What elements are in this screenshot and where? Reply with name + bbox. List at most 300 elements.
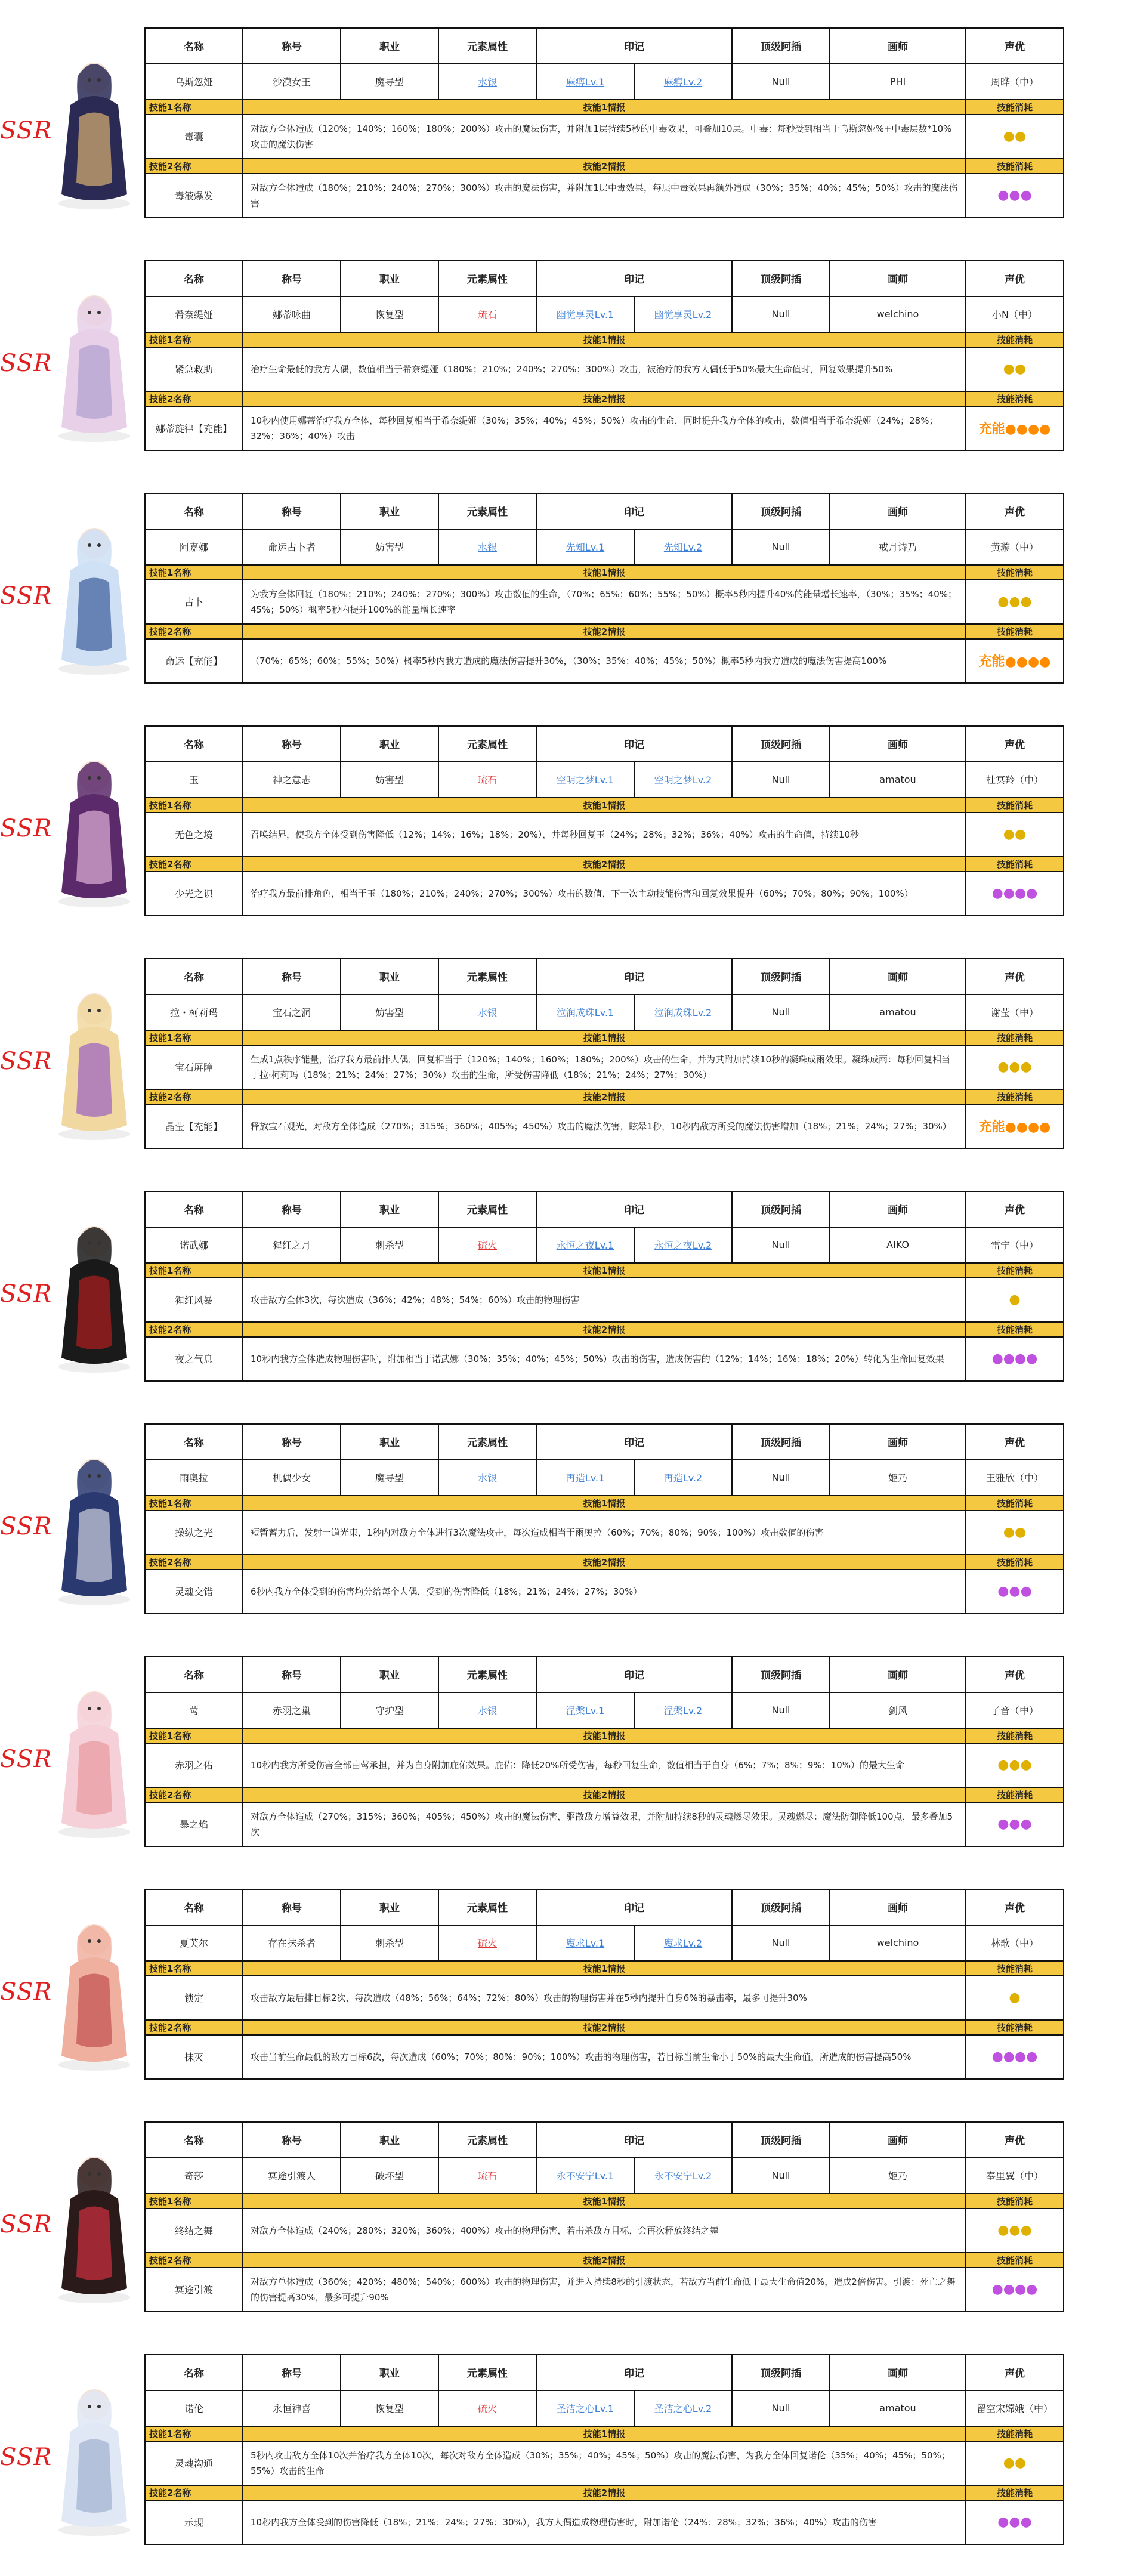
header-skill-cost-1: 技能消耗 — [966, 1961, 1064, 1976]
header-artist: 画师 — [830, 261, 966, 296]
skill2-cost: 充能●●●● — [966, 639, 1064, 683]
rarity-label: SSR — [0, 1513, 52, 1540]
character-element[interactable]: 水银 — [438, 64, 536, 100]
header-mark: 印记 — [536, 1889, 732, 1925]
header-skill1-name: 技能1名称 — [145, 1263, 243, 1278]
header-cv: 声优 — [966, 28, 1064, 64]
character-name: 诺武娜 — [145, 1227, 243, 1263]
character-cv: 子音（中） — [966, 1692, 1064, 1728]
character-name: 诺伦 — [145, 2390, 243, 2426]
header-title: 称号 — [243, 1889, 341, 1925]
character-class: 妨害型 — [341, 994, 438, 1030]
character-class: 妨害型 — [341, 762, 438, 798]
rarity-label: SSR — [0, 1978, 52, 2006]
character-cv: 周晔（中） — [966, 64, 1064, 100]
header-element: 元素属性 — [438, 28, 536, 64]
header-mark: 印记 — [536, 28, 732, 64]
skill2-name: 娜蒂旋律【充能】 — [145, 406, 243, 450]
skill1-name: 紧急救助 — [145, 347, 243, 391]
header-element: 元素属性 — [438, 261, 536, 296]
character-pet: Null — [732, 762, 830, 798]
header-skill2-name: 技能2名称 — [145, 1555, 243, 1570]
header-name: 名称 — [145, 726, 243, 762]
character-portrait — [47, 731, 142, 910]
character-portrait — [47, 1197, 142, 1376]
header-class: 职业 — [341, 1657, 438, 1692]
header-pet: 顶级阿插 — [732, 2122, 830, 2158]
skill2-name: 夜之气息 — [145, 1337, 243, 1381]
header-skill2-name: 技能2名称 — [145, 1322, 243, 1337]
skill1-name: 猩红风暴 — [145, 1278, 243, 1322]
character-element[interactable]: 水银 — [438, 1692, 536, 1728]
header-mark: 印记 — [536, 1657, 732, 1692]
character-pet: Null — [732, 1925, 830, 1961]
character-artist: AIKO — [830, 1227, 966, 1263]
skill1-desc: 召唤结界，使我方全体受到伤害降低（12%；14%；16%；18%；20%），并每秒回复玉（24%；28%；32%；36%；40%）攻击的生命值，持续10秒 — [243, 813, 966, 857]
header-artist: 画师 — [830, 2122, 966, 2158]
header-name: 名称 — [145, 1191, 243, 1227]
header-skill-cost-2: 技能消耗 — [966, 1555, 1064, 1570]
character-artist: welchino — [830, 296, 966, 332]
character-title: 机偶少女 — [243, 1460, 341, 1496]
mark-lv2-link[interactable]: 永恒之夜Lv.2 — [634, 1227, 732, 1263]
header-name: 名称 — [145, 261, 243, 296]
header-pet: 顶级阿插 — [732, 959, 830, 994]
header-pet: 顶级阿插 — [732, 28, 830, 64]
skill1-desc: 攻击敌方最后排目标2次，每次造成（48%；56%；64%；72%；80%）攻击的物理伤害并在5秒内提升自身6%的暴击率，最多可提升30% — [243, 1976, 966, 2020]
skill1-name: 赤羽之佑 — [145, 1743, 243, 1787]
header-skill-cost-2: 技能消耗 — [966, 2253, 1064, 2268]
skill2-name: 毒液爆发 — [145, 174, 243, 218]
character-cv: 林歌（中） — [966, 1925, 1064, 1961]
skill2-desc: 治疗我方最前排角色，相当于玉（180%；210%；240%；270%；300%）攻击的数值，下一次主动技能伤害和回复效果提升（60%；70%；80%；90%；100%） — [243, 872, 966, 916]
mark-lv2-link[interactable]: 泣润成珠Lv.2 — [634, 994, 732, 1030]
character-title: 娜蒂咏曲 — [243, 296, 341, 332]
skill2-cost: ●●●● — [966, 872, 1064, 916]
skill1-name: 终结之舞 — [145, 2209, 243, 2253]
header-pet: 顶级阿插 — [732, 2355, 830, 2390]
character-artist: 姬乃 — [830, 1460, 966, 1496]
skill2-cost: 充能●●●● — [966, 406, 1064, 450]
character-class: 魔导型 — [341, 1460, 438, 1496]
character-element[interactable]: 琉石 — [438, 2158, 536, 2194]
header-element: 元素属性 — [438, 1191, 536, 1227]
character-element[interactable]: 硫火 — [438, 1227, 536, 1263]
skill2-name: 命运【充能】 — [145, 639, 243, 683]
header-skill1-info: 技能1情报 — [243, 332, 966, 347]
header-skill2-name: 技能2名称 — [145, 2253, 243, 2268]
skill2-cost: ●●●● — [966, 1337, 1064, 1381]
character-title: 神之意志 — [243, 762, 341, 798]
skill2-name: 少光之识 — [145, 872, 243, 916]
header-cv: 声优 — [966, 2122, 1064, 2158]
header-cv: 声优 — [966, 493, 1064, 529]
header-artist: 画师 — [830, 2355, 966, 2390]
header-skill2-info: 技能2情报 — [243, 2253, 966, 2268]
header-cv: 声优 — [966, 1889, 1064, 1925]
mark-lv2-link[interactable]: 涅槃Lv.2 — [634, 1692, 732, 1728]
character-info-table — [144, 27, 1064, 218]
character-title: 冥途引渡人 — [243, 2158, 341, 2194]
character-name: 奇莎 — [145, 2158, 243, 2194]
skill2-name: 示现 — [145, 2500, 243, 2544]
character-element[interactable]: 琉石 — [438, 762, 536, 798]
header-title: 称号 — [243, 2355, 341, 2390]
character-element[interactable]: 水银 — [438, 1460, 536, 1496]
header-artist: 画师 — [830, 726, 966, 762]
skill2-name: 灵魂交错 — [145, 1570, 243, 1614]
header-class: 职业 — [341, 1424, 438, 1460]
header-title: 称号 — [243, 28, 341, 64]
character-class: 破坏型 — [341, 2158, 438, 2194]
header-skill1-info: 技能1情报 — [243, 2426, 966, 2441]
mark-lv1-link[interactable]: 先知Lv.1 — [536, 529, 634, 565]
mark-lv2-link[interactable]: 永不安宁Lv.2 — [634, 2158, 732, 2194]
header-skill2-info: 技能2情报 — [243, 1322, 966, 1337]
skill1-cost: ●●● — [966, 1743, 1064, 1787]
mark-lv1-link[interactable]: 幽觉享灵Lv.1 — [536, 296, 634, 332]
skill1-cost: ●●● — [966, 580, 1064, 624]
character-card — [0, 1656, 1137, 1847]
header-skill2-name: 技能2名称 — [145, 2485, 243, 2500]
mark-lv1-link[interactable]: 麻痹Lv.1 — [536, 64, 634, 100]
header-skill1-info: 技能1情报 — [243, 1728, 966, 1743]
character-cv: 雷宁（中） — [966, 1227, 1064, 1263]
header-title: 称号 — [243, 261, 341, 296]
character-pet: Null — [732, 1227, 830, 1263]
mark-lv1-link[interactable]: 空明之梦Lv.1 — [536, 762, 634, 798]
skill2-desc: 对敌方全体造成（180%；210%；240%；270%；300%）攻击的魔法伤害，并附加1层中毒效果，每层中毒效果再额外造成（30%；35%；40%；45%；50%）攻击的魔法伤害 — [243, 174, 966, 218]
header-pet: 顶级阿插 — [732, 493, 830, 529]
mark-lv1-link[interactable]: 再造Lv.1 — [536, 1460, 634, 1496]
character-class: 魔导型 — [341, 64, 438, 100]
header-skill-cost-2: 技能消耗 — [966, 391, 1064, 406]
header-pet: 顶级阿插 — [732, 1424, 830, 1460]
character-info-table — [144, 1423, 1064, 1614]
header-skill1-info: 技能1情报 — [243, 1961, 966, 1976]
character-name: 拉・柯莉玛 — [145, 994, 243, 1030]
mark-lv1-link[interactable]: 泣润成珠Lv.1 — [536, 994, 634, 1030]
character-portrait — [47, 499, 142, 678]
header-element: 元素属性 — [438, 2122, 536, 2158]
header-skill1-name: 技能1名称 — [145, 1496, 243, 1511]
skill2-cost: ●●● — [966, 1802, 1064, 1846]
header-element: 元素属性 — [438, 1657, 536, 1692]
character-pet: Null — [732, 296, 830, 332]
character-class: 刺杀型 — [341, 1227, 438, 1263]
header-class: 职业 — [341, 28, 438, 64]
header-cv: 声优 — [966, 1657, 1064, 1692]
header-name: 名称 — [145, 959, 243, 994]
mark-lv2-link[interactable]: 麻痹Lv.2 — [634, 64, 732, 100]
character-info-table — [144, 493, 1064, 684]
header-pet: 顶级阿插 — [732, 1657, 830, 1692]
header-skill2-info: 技能2情报 — [243, 624, 966, 639]
skill1-cost: ●● — [966, 115, 1064, 159]
character-artist: 姬乃 — [830, 2158, 966, 2194]
header-mark: 印记 — [536, 261, 732, 296]
header-skill1-info: 技能1情报 — [243, 1496, 966, 1511]
character-class: 守护型 — [341, 1692, 438, 1728]
header-skill2-name: 技能2名称 — [145, 391, 243, 406]
character-portrait — [47, 266, 142, 445]
header-name: 名称 — [145, 2122, 243, 2158]
header-cv: 声优 — [966, 1424, 1064, 1460]
rarity-label: SSR — [0, 2211, 52, 2238]
skill1-cost: ●●● — [966, 2209, 1064, 2253]
header-name: 名称 — [145, 493, 243, 529]
character-class: 恢复型 — [341, 2390, 438, 2426]
character-pet: Null — [732, 64, 830, 100]
header-skill2-info: 技能2情报 — [243, 1787, 966, 1802]
character-pet: Null — [732, 529, 830, 565]
character-info-table — [144, 1191, 1064, 1382]
skill1-cost: ●● — [966, 1511, 1064, 1555]
header-skill-cost-1: 技能消耗 — [966, 1263, 1064, 1278]
header-mark: 印记 — [536, 1424, 732, 1460]
character-cv: 黄璇（中） — [966, 529, 1064, 565]
header-class: 职业 — [341, 959, 438, 994]
header-skill1-info: 技能1情报 — [243, 1030, 966, 1045]
skill1-cost: ●●● — [966, 1045, 1064, 1089]
character-pet: Null — [732, 1692, 830, 1728]
skill1-desc: 5秒内攻击敌方全体10次并治疗我方全体10次，每次对敌方全体造成（30%；35%；40%；45%；50%）攻击的魔法伤害，为我方全体回复诺伦（35%；40%；45%；50%；55%）攻击的生命 — [243, 2441, 966, 2485]
header-skill-cost-1: 技能消耗 — [966, 1496, 1064, 1511]
header-element: 元素属性 — [438, 1424, 536, 1460]
header-pet: 顶级阿插 — [732, 726, 830, 762]
mark-lv2-link[interactable]: 圣洁之心Lv.2 — [634, 2390, 732, 2426]
skill1-desc: 治疗生命最低的我方人偶，数值相当于希奈缇娅（180%；210%；240%；270%；300%）攻击，被治疗的我方人偶低于50%最大生命值时，回复效果提升50% — [243, 347, 966, 391]
header-element: 元素属性 — [438, 493, 536, 529]
skill1-desc: 对敌方全体造成（240%；280%；320%；360%；400%）攻击的物理伤害，若击杀敌方目标，会再次释放终结之舞 — [243, 2209, 966, 2253]
header-class: 职业 — [341, 261, 438, 296]
rarity-label: SSR — [0, 117, 52, 144]
skill2-desc: 10秒内我方全体受到的伤害降低（18%；21%；24%；27%；30%），我方人偶造成物理伤害时，附加诺伦（24%；28%；32%；36%；40%）攻击的伤害 — [243, 2500, 966, 2544]
skill2-desc: 6秒内我方全体受到的伤害均分给每个人偶，受到的伤害降低（18%；21%；24%；27%；30%） — [243, 1570, 966, 1614]
character-pet: Null — [732, 2390, 830, 2426]
character-name: 玉 — [145, 762, 243, 798]
header-skill1-info: 技能1情报 — [243, 1263, 966, 1278]
header-class: 职业 — [341, 726, 438, 762]
header-title: 称号 — [243, 1424, 341, 1460]
skill2-desc: 10秒内我方全体造成物理伤害时，附加相当于诺武娜（30%；35%；40%；45%；50%）攻击的伤害，造成伤害的（12%；14%；16%；18%；20%）转化为生命回复效果 — [243, 1337, 966, 1381]
rarity-label: SSR — [0, 1746, 52, 1773]
header-mark: 印记 — [536, 493, 732, 529]
header-skill-cost-1: 技能消耗 — [966, 2194, 1064, 2209]
character-artist: PHI — [830, 64, 966, 100]
character-pet: Null — [732, 1460, 830, 1496]
header-skill1-info: 技能1情报 — [243, 100, 966, 115]
header-artist: 画师 — [830, 28, 966, 64]
character-name: 雨奥拉 — [145, 1460, 243, 1496]
character-cv: 谢莹（中） — [966, 994, 1064, 1030]
skill1-cost: ● — [966, 1976, 1064, 2020]
header-skill-cost-2: 技能消耗 — [966, 624, 1064, 639]
header-artist: 画师 — [830, 493, 966, 529]
header-skill1-name: 技能1名称 — [145, 2194, 243, 2209]
character-card — [0, 725, 1137, 916]
character-element[interactable]: 水银 — [438, 529, 536, 565]
skill1-name: 灵魂沟通 — [145, 2441, 243, 2485]
header-title: 称号 — [243, 959, 341, 994]
mark-lv2-link[interactable]: 幽觉享灵Lv.2 — [634, 296, 732, 332]
header-skill-cost-2: 技能消耗 — [966, 159, 1064, 174]
character-artist: amatou — [830, 762, 966, 798]
header-artist: 画师 — [830, 959, 966, 994]
character-portrait — [47, 964, 142, 1143]
header-skill2-info: 技能2情报 — [243, 1089, 966, 1104]
character-element[interactable]: 硫火 — [438, 1925, 536, 1961]
character-class: 妨害型 — [341, 529, 438, 565]
skill1-name: 宝石屏障 — [145, 1045, 243, 1089]
character-cv: 留空宋嫦娥（中） — [966, 2390, 1064, 2426]
header-skill2-info: 技能2情报 — [243, 1555, 966, 1570]
header-class: 职业 — [341, 2122, 438, 2158]
mark-lv2-link[interactable]: 先知Lv.2 — [634, 529, 732, 565]
header-element: 元素属性 — [438, 2355, 536, 2390]
header-class: 职业 — [341, 1889, 438, 1925]
header-skill2-name: 技能2名称 — [145, 159, 243, 174]
skill1-name: 占卜 — [145, 580, 243, 624]
character-portrait — [47, 1895, 142, 2074]
header-name: 名称 — [145, 2355, 243, 2390]
character-info-table — [144, 2354, 1064, 2545]
header-title: 称号 — [243, 1657, 341, 1692]
character-element[interactable]: 琉石 — [438, 296, 536, 332]
header-skill2-name: 技能2名称 — [145, 624, 243, 639]
character-portrait — [47, 2127, 142, 2306]
header-cv: 声优 — [966, 726, 1064, 762]
mark-lv1-link[interactable]: 圣洁之心Lv.1 — [536, 2390, 634, 2426]
character-artist: amatou — [830, 994, 966, 1030]
skill1-name: 毒囊 — [145, 115, 243, 159]
header-name: 名称 — [145, 1889, 243, 1925]
header-skill1-name: 技能1名称 — [145, 332, 243, 347]
character-card — [0, 2354, 1137, 2545]
skill2-desc: 10秒内使用娜蒂治疗我方全体，每秒回复相当于希奈缇娅（30%；35%；40%；45%；50%）攻击的生命，同时提升我方全体的攻击，数值相当于希奈缇娅（24%；28%；32%；36%；40%）攻击 — [243, 406, 966, 450]
header-mark: 印记 — [536, 726, 732, 762]
mark-lv2-link[interactable]: 再造Lv.2 — [634, 1460, 732, 1496]
header-skill1-name: 技能1名称 — [145, 1030, 243, 1045]
skill1-cost: ●● — [966, 2441, 1064, 2485]
header-mark: 印记 — [536, 2355, 732, 2390]
skill2-cost: ●●● — [966, 174, 1064, 218]
character-title: 存在抹杀者 — [243, 1925, 341, 1961]
character-card — [0, 27, 1137, 218]
character-portrait — [47, 2360, 142, 2539]
character-artist: amatou — [830, 2390, 966, 2426]
header-skill-cost-2: 技能消耗 — [966, 857, 1064, 872]
header-name: 名称 — [145, 28, 243, 64]
header-skill1-info: 技能1情报 — [243, 798, 966, 813]
mark-lv2-link[interactable]: 魔求Lv.2 — [634, 1925, 732, 1961]
header-element: 元素属性 — [438, 959, 536, 994]
skill1-desc: 10秒内我方所受伤害全部由莺承担，并为自身附加庇佑效果。庇佑：降低20%所受伤害，每秒回复生命，数值相当于自身（6%；7%；8%；9%；10%）的最大生命 — [243, 1743, 966, 1787]
skill1-desc: 攻击敌方全体3次，每次造成（36%；42%；48%；54%；60%）攻击的物理伤害 — [243, 1278, 966, 1322]
character-card — [0, 493, 1137, 684]
mark-lv1-link[interactable]: 永恒之夜Lv.1 — [536, 1227, 634, 1263]
character-class: 刺杀型 — [341, 1925, 438, 1961]
character-name: 乌斯忽娅 — [145, 64, 243, 100]
header-skill-cost-1: 技能消耗 — [966, 1728, 1064, 1743]
header-skill-cost-2: 技能消耗 — [966, 2020, 1064, 2035]
skill2-cost: ●●●● — [966, 2268, 1064, 2312]
skill2-cost: ●●● — [966, 2500, 1064, 2544]
character-element[interactable]: 硫火 — [438, 2390, 536, 2426]
character-cv: 王雅欣（中） — [966, 1460, 1064, 1496]
skill2-desc: 对敌方单体造成（360%；420%；480%；540%；600%）攻击的物理伤害，并进入持续8秒的引渡状态，若敌方当前生命低于最大生命值20%，造成2倍伤害。引渡：死亡之舞的伤害提高30%，最多可提升90% — [243, 2268, 966, 2312]
character-name: 莺 — [145, 1692, 243, 1728]
character-title: 猩红之月 — [243, 1227, 341, 1263]
character-card — [0, 2121, 1137, 2312]
character-card — [0, 958, 1137, 1149]
header-artist: 画师 — [830, 1889, 966, 1925]
header-skill2-name: 技能2名称 — [145, 857, 243, 872]
header-skill2-info: 技能2情报 — [243, 159, 966, 174]
header-cv: 声优 — [966, 261, 1064, 296]
skill2-desc: 释放宝石观光，对敌方全体造成（270%；315%；360%；405%；450%）攻击的魔法伤害，眩晕1秒，10秒内敌方所受的魔法伤害增加（18%；21%；24%；27%；30%） — [243, 1104, 966, 1148]
mark-lv2-link[interactable]: 空明之梦Lv.2 — [634, 762, 732, 798]
header-mark: 印记 — [536, 1191, 732, 1227]
character-info-table — [144, 958, 1064, 1149]
skill1-desc: 为我方全体回复（180%；210%；240%；270%；300%）攻击数值的生命，（70%；65%；60%；55%；50%）概率5秒内提升40%的能量增长速率，（30%；35%；40%；45%；50%）概率5秒内提升100%的能量增长速率 — [243, 580, 966, 624]
header-skill-cost-1: 技能消耗 — [966, 2426, 1064, 2441]
header-element: 元素属性 — [438, 726, 536, 762]
character-portrait — [47, 1662, 142, 1841]
header-cv: 声优 — [966, 2355, 1064, 2390]
skill1-desc: 短暂蓄力后，发射一道光束，1秒内对敌方全体进行3次魔法攻击，每次造成相当于雨奥拉（60%；70%；80%；90%；100%）攻击数值的伤害 — [243, 1511, 966, 1555]
mark-lv1-link[interactable]: 永不安宁Lv.1 — [536, 2158, 634, 2194]
character-info-table — [144, 1656, 1064, 1847]
skill2-desc: （70%；65%；60%；55%；50%）概率5秒内我方造成的魔法伤害提升30%，（30%；35%；40%；45%；50%）概率5秒内我方造成的魔法伤害提高100% — [243, 639, 966, 683]
header-title: 称号 — [243, 493, 341, 529]
header-skill1-info: 技能1情报 — [243, 2194, 966, 2209]
mark-lv1-link[interactable]: 涅槃Lv.1 — [536, 1692, 634, 1728]
character-cv: 小N（中） — [966, 296, 1064, 332]
character-info-table — [144, 1889, 1064, 2080]
mark-lv1-link[interactable]: 魔求Lv.1 — [536, 1925, 634, 1961]
header-skill1-name: 技能1名称 — [145, 2426, 243, 2441]
character-name: 夏芙尔 — [145, 1925, 243, 1961]
header-class: 职业 — [341, 2355, 438, 2390]
skill1-name: 无色之境 — [145, 813, 243, 857]
header-skill2-info: 技能2情报 — [243, 857, 966, 872]
skill2-name: 抹灭 — [145, 2035, 243, 2079]
header-name: 名称 — [145, 1424, 243, 1460]
character-element[interactable]: 水银 — [438, 994, 536, 1030]
character-pet: Null — [732, 2158, 830, 2194]
header-title: 称号 — [243, 2122, 341, 2158]
character-info-table — [144, 260, 1064, 451]
skill1-name: 操纵之光 — [145, 1511, 243, 1555]
character-card — [0, 1889, 1137, 2080]
character-name: 希奈缇娅 — [145, 296, 243, 332]
header-skill-cost-1: 技能消耗 — [966, 100, 1064, 115]
header-artist: 画师 — [830, 1191, 966, 1227]
character-portrait — [47, 33, 142, 212]
header-skill1-name: 技能1名称 — [145, 1728, 243, 1743]
header-class: 职业 — [341, 493, 438, 529]
header-skill1-info: 技能1情报 — [243, 565, 966, 580]
header-skill2-info: 技能2情报 — [243, 391, 966, 406]
skill2-name: 晶莹【充能】 — [145, 1104, 243, 1148]
skill2-name: 暴之焰 — [145, 1802, 243, 1846]
skill1-cost: ● — [966, 1278, 1064, 1322]
character-artist: welchino — [830, 1925, 966, 1961]
header-element: 元素属性 — [438, 1889, 536, 1925]
skill2-desc: 对敌方全体造成（270%；315%；360%；405%；450%）攻击的魔法伤害，驱散敌方增益效果，并附加持续8秒的灵魂燃尽效果。灵魂燃尽：魔法防御降低100点，最多叠加5次 — [243, 1802, 966, 1846]
character-pet: Null — [732, 994, 830, 1030]
